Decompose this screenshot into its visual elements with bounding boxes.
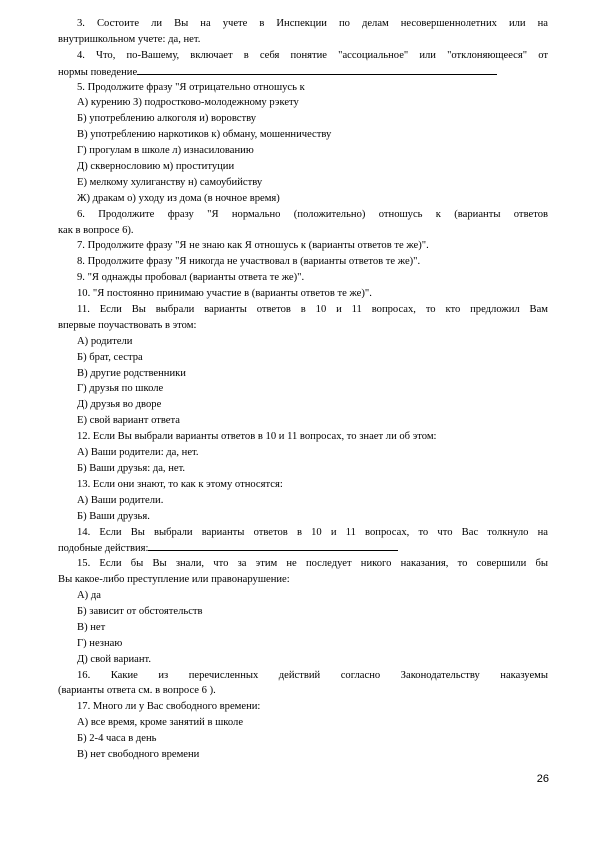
text-line: Б) брат, сестра [77,351,143,363]
text-line: Д) свой вариант. [77,653,152,665]
text-line: внутришкольном учете: да, нет. [58,33,201,45]
text-line: 10. "Я постоянно принимаю участие в (варианты ответов те же)". [77,288,372,300]
text-line: 15. Если бы Вы знали, что за этим не последует никого наказания, то совершили бы [77,558,548,570]
text-line: нормы поведение [58,66,138,78]
text-line: А) да [77,590,101,602]
text-line: Г) друзья по школе [77,383,164,395]
text-line: 3. Состоите ли Вы на учете в Инспекции по делам несовершеннолетних или на [77,18,548,29]
text-line: 8. Продолжите фразу "Я никогда не участвовал в (варианты ответов те же)". [77,256,421,268]
page-body [58,16,548,763]
text-line: Г) незнаю [77,637,123,649]
text-line: 14. Если Вы выбрали варианты ответов в 10 и 11 вопросах, то что Вас толкнуло на [77,526,548,538]
text-line: В) нет свободного времени [77,748,200,760]
text-line: 17. Много ли у Вас свободного времени: [77,701,261,713]
text-line: А) Ваши родители. [77,494,164,506]
text-line: А) курению З) подростково-молодежному рэкету [77,97,299,109]
text-line: В) нет [77,621,106,633]
text-line: 7. Продолжите фразу "Я не знаю как Я отношусь к (варианты ответов те же)". [77,240,429,252]
text-line: 12. Если Вы выбрали варианты ответов в 10 и 11 вопросах, то знает ли об этом: [77,431,437,443]
text-line: Д) друзья во дворе [77,399,162,411]
text-line: Б) зависит от обстоятельств [77,605,203,617]
text-line: 16. Какие из перечисленных действий согласно Законодательству наказуемы [77,669,548,681]
text-line: Б) Ваши друзья. [77,510,150,522]
page-number: 26 [536,773,549,785]
text-line: 5. Продолжите фразу "Я отрицательно отношусь к [77,81,305,93]
text-line: Вы какое-либо преступление или правонарушение: [58,574,290,586]
text-line: подобные действия: [58,543,149,555]
text-line: Б) употреблению алкоголя и) воровству [77,113,257,125]
text-line: Е) свой вариант ответа [77,415,180,427]
answer-blank [148,540,398,551]
text-line: 6. Продолжите фразу "Я нормально (положительно) отношусь к (варианты ответов [77,208,548,220]
text-line-with-blank [58,540,548,556]
text-line: 13. Если они знают, то как к этому относятся: [77,478,283,490]
text-line: А) родители [77,335,133,347]
text-line: Г) прогулам в школе л) изнасилованию [77,145,254,157]
text-line: впервые поучаствовать в этом: [58,319,197,331]
text-line: Ж) дракам о) уходу из дома (в ночное время) [77,192,280,204]
text-line: 11. Если Вы выбрали варианты ответов в 10 и 11 вопросах, то кто предложил Вам [77,304,548,316]
text-line-with-blank [58,64,548,80]
text-line: В) другие родственники [77,367,186,379]
text-line: А) все время, кроме занятий в школе [77,717,244,729]
text-line: А) Ваши родители: да, нет. [77,447,199,459]
text-line: 9. "Я однажды пробовал (варианты ответа те же)". [77,272,305,284]
text-line: (варианты ответа см. в вопросе 6 ). [58,685,216,697]
text-line: Д) сквернословию м) проституции [77,161,235,173]
text-line: 4. Что, по-Вашему, включает в себя понятие "ассоциальное" или "отклоняющееся" от [77,49,548,61]
text-line: как в вопросе 6). [58,224,134,236]
text-line: Е) мелкому хулиганству н) самоубийству [77,176,263,188]
text-line: Б) 2-4 часа в день [77,733,157,745]
text-line: В) употреблению наркотиков к) обману, мошенничеству [77,129,332,141]
text-line: Б) Ваши друзья: да, нет. [77,462,186,474]
answer-blank [137,64,497,75]
